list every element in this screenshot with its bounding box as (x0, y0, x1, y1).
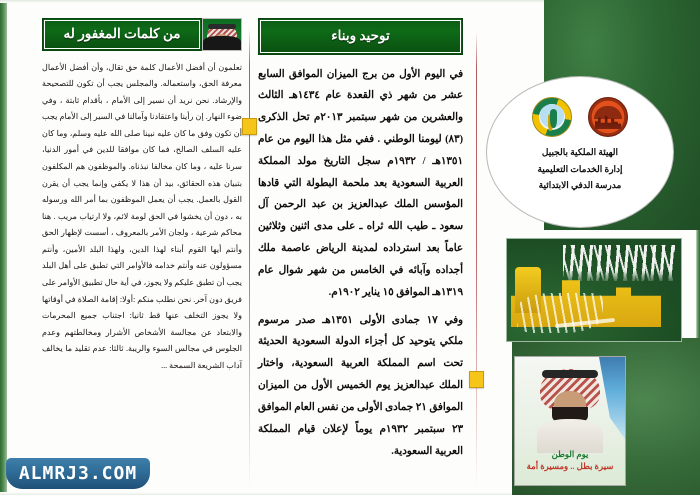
org-line-department: إدارة الخدمات التعليمية (537, 163, 623, 174)
poster-title: يوم الوطن (551, 448, 589, 459)
org-line-school: مدرسة الدفي الابتدائية (538, 180, 622, 191)
middle-paragraph-1: في اليوم الأول من برج الميزان الموافق السابع عشر من شهر ذي القعدة عام ١٤٣٤هـ الثالث والعشرين من شهر سبتمبر ٢٠١٣م تحل الذكرى (٨٣) ليومنا الوطني . ففي مثل هذا اليوم من عام ١٣٥١هـ / ١٩٣٢م سجل التاريخ مولد المملكة العربية السعودية بعد ملحمة البطولة التي قادها المؤسس الملك عبدالعزيز بن عبد الرحمن آل سعود ـ طيب الله ثراه ـ على مدى اثنين وثلاثين عاماً بعد استرداده لمدينة الرياض عاصمة ملك أجداده وآبائه في الخامس من شهر شوال عام ١٣١٩هـ الموافق ١٥ يناير ١٩٠٢م. (258, 68, 463, 298)
municipality-emblem-icon (588, 97, 628, 137)
poster-text-block (515, 448, 625, 474)
page-frame-left (0, 0, 7, 495)
organization-lines (537, 144, 622, 194)
left-column-heading: من كلمات المغفور له (42, 18, 202, 51)
column-divider-left (249, 28, 250, 490)
organization-logo-card (486, 76, 674, 228)
middle-column-heading: توحيد وبناء (258, 18, 463, 55)
poster-king-portrait-icon (537, 367, 603, 453)
shahada-calligraphy-icon (563, 245, 675, 281)
site-watermark-badge (6, 458, 150, 489)
middle-paragraph-2: وفي ١٧ جمادى الأولى ١٣٥١هـ صدر مرسوم ملكي يتوحيد كل أجزاء الدولة السعودية الحديثة تحت اسم المملكة العربية السعودية، واختار الملك عبدالعزيز يوم الخميس الأول من الميزان الموافق ٢١ جمادى الأولى من نفس العام الموافق ٢٣ سبتمبر ١٩٣٢م يوماً لإعلان قيام المملكة العربية السعودية. (258, 314, 464, 457)
saudi-flag-masmak-image (506, 238, 682, 342)
gold-marker-icon-2 (469, 371, 484, 388)
emblem-row (532, 97, 628, 137)
left-column-body: تعلمون أن أفضل الأعمال كلمة حق تقال، وأن أفضل الأعمال معرفة الحق، واستعماله. والمجلس يجب أن تكون للتصحيحة والإرشاد. نحن نريد أن نسير إلى الأمام ، بأقدام ثابتة ، وفي ضوء النهار. إن رأينا واعتقادنا وآمالنا في السير إلى الأمام يجب أن تكون وفق ما كان عليه نبينا صلى الله عليه وسلم، وما كان عليه السلف الصالح، فما كان موافقا للدين في أمور الدنيا، سرنا عليه ، وما كان مخالفا نبذناه. والموظفون هم المكلفون بتبيان هذه الحقائق، بيد أن هذا لا يكفي وإنما يجب أن يقرن القول بالعمل. يجب أن يعمل الموظفون بما أمر الله ورسوله به ، دون أن يخشوا في الحق لومة لائم، ولا ارتياب مريب . هنا محاكم شرعية ، ولجان الأمر بالمعروف ، أسست لإظهار الحق وأنتم أيها القوم أبناء لهذا الدين، ولهذا البلد الأمين، وأنتم مسؤولون عنه وأنتم خدامه فالأوامر التي تطبق على أهل البلد يجب أن تطبق عليكم ولا يجوز، في أية حال تطبيق الأوامر على فريق دون آخر. نحن نطلب منكم :أولا: إقامة الصلاة في أوقاتها ولا يجوز التخلف عنها قط ثانيا: اجتناب جميع المحرمات والابتعاد عن مجالسة الأشخاص الأشرار ومخالطتهم وعدم الجلوس في مجالس السوء والريبة. ثالثا: عدم تقليد ما يخالف آداب الشريعة السمحة ... (42, 62, 242, 370)
middle-column-body (258, 64, 463, 463)
right-sidebar (484, 0, 700, 495)
king-portrait-icon (202, 18, 242, 51)
poster-subtitle: سيرة بطل .. ومسيرة أمة (526, 461, 614, 472)
middle-banner-wrap (258, 18, 463, 55)
watermark-text: ALMRJ3.COM (18, 463, 138, 484)
column-divider-right (476, 32, 477, 487)
org-line-authority: الهيئة الملكية بالجبيل (541, 147, 619, 157)
royal-commission-jubail-emblem-icon (532, 97, 572, 137)
middle-column (258, 18, 463, 468)
left-column (42, 18, 242, 374)
left-banner-wrap (42, 18, 242, 51)
national-day-poster (514, 356, 626, 486)
gold-marker-icon-1 (242, 118, 257, 135)
